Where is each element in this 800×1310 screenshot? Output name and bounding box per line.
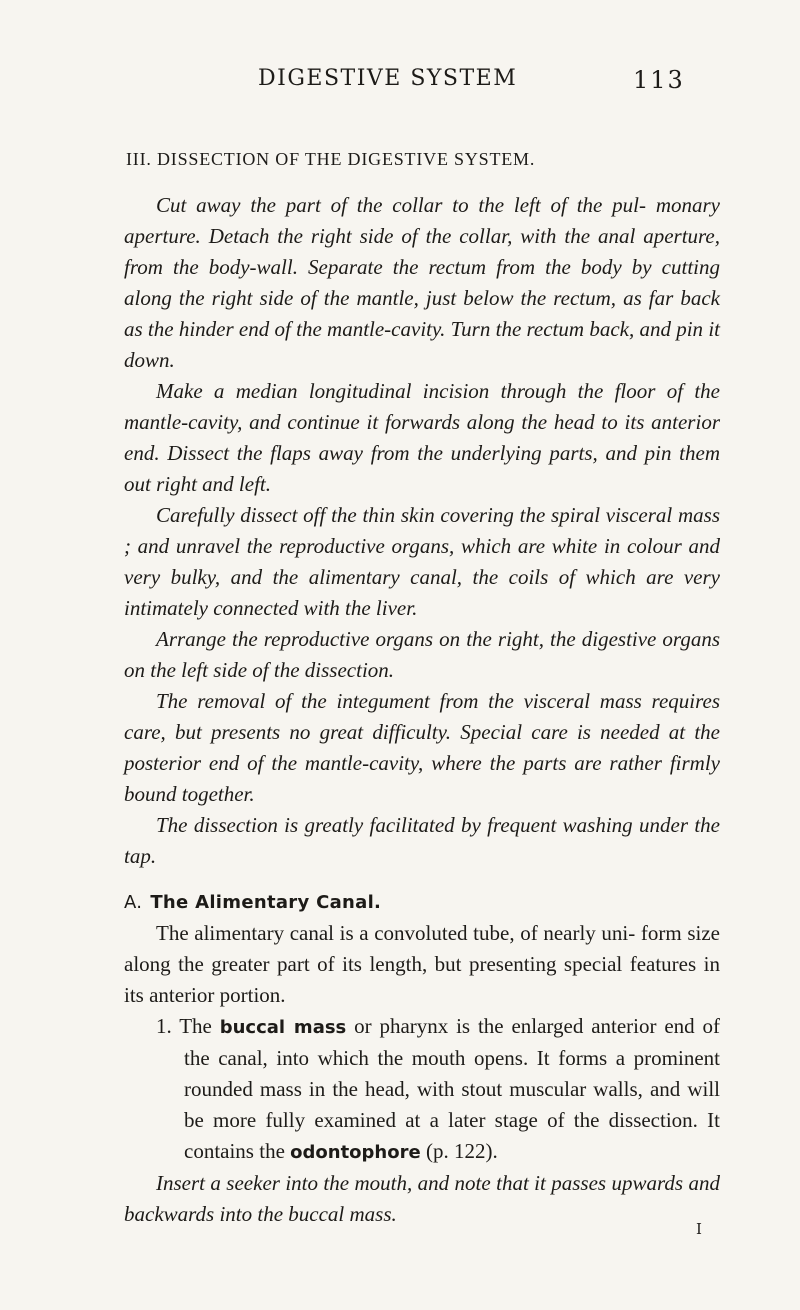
running-title: DIGESTIVE SYSTEM: [258, 66, 518, 91]
page-number: 113: [633, 66, 685, 94]
subsection-heading: [124, 888, 720, 918]
running-head: [0, 66, 800, 102]
numbered-item: [156, 1011, 720, 1168]
item-number: 1.: [156, 1014, 172, 1038]
instruction-paragraph: Cut away the part of the collar to the left of the pul- monary aperture. Detach the right side of the collar, with the anal aperture, from the body-wall. Separate the rectum from the body by cutting along the right side of the mantle, just below the rectum, as far back as the hinder end of the mantle-cavity. Turn the rectum back, and pin it down.: [124, 193, 720, 372]
item-text-post: (p. 122).: [425, 1139, 498, 1163]
instruction-paragraph: Arrange the reproductive organs on the right, the digestive organs on the left side of the dissection.: [124, 627, 720, 682]
intro-paragraph: The alimentary canal is a convoluted tube, of nearly uni- form size along the greater part of its length, but presenting special features in its anterior portion.: [124, 921, 720, 1007]
instruction-paragraph: Carefully dissect off the thin skin covering the spiral visceral mass ; and unravel the reproductive organs, which are white in colour and very bulky, and the alimentary canal, the coils of which are very intimately connected with the liver.: [124, 503, 720, 620]
term-odontophore: odontophore: [290, 1142, 421, 1163]
instruction-paragraph: Make a median longitudinal incision through the floor of the mantle-cavity, and continue it forwards along the head to its anterior end. Dissect the flaps away from the underlying parts, and pin them out right and left.: [124, 379, 720, 496]
instruction-paragraph: The removal of the integument from the visceral mass requires care, but presents no great difficulty. Special care is needed at the posterior end of the mantle-cavity, where the parts are rather firmly bound together.: [124, 689, 720, 806]
section-heading: III. DISSECTION OF THE DIGESTIVE SYSTEM.: [126, 149, 536, 169]
signature-mark: I: [696, 1220, 703, 1238]
item-text-mid: or pharynx is the enlarged anterior end of the canal, into which the mouth opens. It forms a prominent rounded mass in the head, with stout muscular walls, and will be more fully examined at a later stage of the dissection. It contains the: [184, 1014, 720, 1163]
instruction-paragraph: The dissection is greatly facilitated by frequent washing under the tap.: [124, 813, 720, 868]
item-text-pre: The: [179, 1014, 212, 1038]
subsection-title: The Alimentary Canal.: [150, 892, 382, 913]
term-buccal-mass: buccal mass: [219, 1017, 347, 1038]
subsection-letter: A.: [124, 892, 143, 913]
instruction-paragraph: Insert a seeker into the mouth, and note that it passes upwards and backwards into the buccal mass.: [124, 1171, 720, 1226]
page-body: [124, 146, 720, 1230]
